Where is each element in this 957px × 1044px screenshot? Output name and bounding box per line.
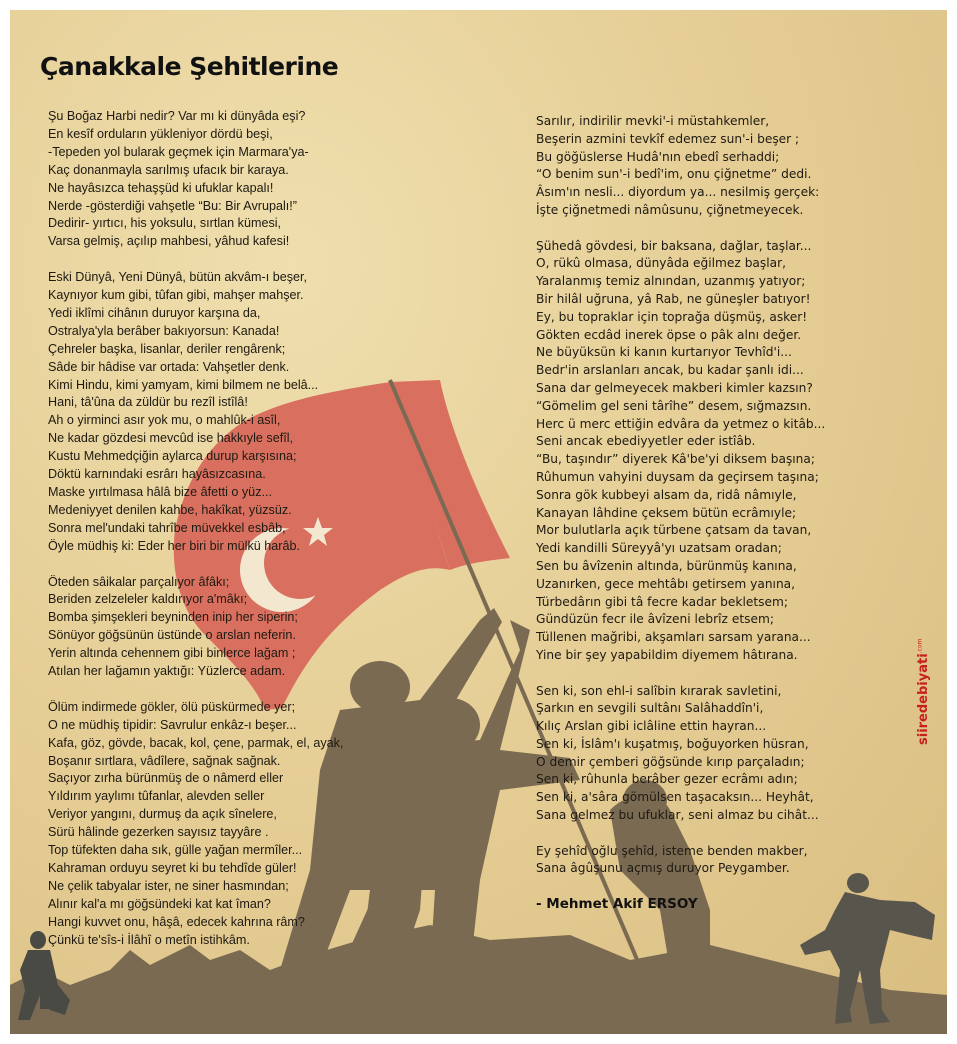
verse-line: Şu Boğaz Harbi nedir? Var mı ki dünyâda eşi?	[48, 109, 306, 123]
verse-line: Bomba şimşekleri beyninden inip her siperin;	[48, 610, 298, 625]
poem-left-column	[48, 108, 378, 967]
verse-line: İşte çiğnetmedi nâmûsunu, çiğnetmeyecek.	[536, 202, 804, 217]
verse-line: Rûhumun vahyini duysam da geçirsem taşına;	[536, 469, 819, 484]
verse-line: Sen ki, rûhunla berâber gezer ecrâmı adın;	[536, 772, 798, 787]
verse-line: “Gömelim gel seni târîhe” desem, sığmazsın.	[536, 398, 812, 413]
verse-line: Tüllenen mağribi, akşamları sarsam yarana...	[536, 630, 811, 645]
verse-line: Yine bir şey yapabildim diyemem hâtırana.	[536, 647, 798, 662]
verse-line: Yedi kandilli Süreyyâ'yı uzatsam oradan;	[536, 541, 782, 556]
verse-line: Seni ancak ebediyyetler eder istîâb.	[536, 434, 756, 449]
verse-line: Alınır kal'a mı göğsündeki kat kat îman?	[48, 896, 271, 911]
verse-line: Kahraman orduyu seyret ki bu tehdîde güler!	[48, 861, 297, 876]
verse-line: Beşerin azmini tevkîf edemez sun'-i beşer ;	[536, 131, 800, 146]
verse-line: Ostralya'yla berâber bakıyorsun: Kanada!	[48, 323, 280, 338]
verse-line: O ne müdhiş tipidir: Savrulur enkâz-ı beşer...	[48, 717, 297, 732]
verse-line: Kaç donanmayla sarılmış ufacık bir karaya.	[48, 162, 289, 177]
verse-line: Sana gelmez bu ufuklar, seni almaz bu cihât...	[536, 808, 819, 823]
verse-line: Çehreler başka, lisanlar, deriler rengârenk;	[48, 341, 286, 356]
verse-line: Yıldırım yaylımı tûfanlar, alevden seller	[48, 789, 265, 804]
poem-title: Çanakkale Şehitlerine	[40, 52, 339, 81]
verse-line: Gündüzün fecr ile âvîzeni lebrîz etsem;	[536, 612, 774, 627]
verse-line: Sâde bir hâdise var ortada: Vahşetler denk.	[48, 359, 290, 374]
verse-line: -Tepeden yol bularak geçmek için Marmara'ya-	[48, 144, 309, 159]
verse-line: En kesîf orduların yükleniyor dördü beşi,	[48, 126, 273, 141]
verse-line: Ne hayâsızca tehaşşüd ki ufuklar kapalı!	[48, 180, 274, 195]
verse-line: Şühedâ gövdesi, bir baksana, dağlar, taşlar...	[536, 238, 812, 253]
verse-line: Dedirir- yırtıcı, his yoksulu, sırtlan kümesi,	[48, 216, 282, 231]
verse-line: Âsım'ın nesli... diyordum ya... nesilmiş gerçek:	[536, 185, 820, 200]
verse-line: O, rükû olmasa, dünyâda eğilmez başlar,	[536, 256, 786, 271]
poem-poster	[10, 10, 947, 1034]
verse-line: Hani, tâ'ûna da züldür bu rezîl istîlâ!	[48, 395, 248, 410]
verse-line: Hangi kuvvet onu, hâşâ, edecek kahrına râm?	[48, 914, 305, 929]
verse-line: O demir çemberi göğsünde kırıp parçaladın;	[536, 754, 805, 769]
stanza	[48, 108, 378, 251]
verse-line: Sen ki, son ehl-i salîbin kırarak savletini,	[536, 683, 782, 698]
verse-line: Top tüfekten daha sık, gülle yağan mermîler...	[48, 843, 303, 858]
verse-line: Sonra gök kubbeyi alsam da, ridâ nâmıyle,	[536, 487, 797, 502]
verse-line: Şarkın en sevgili sultânı Salâhaddîn'i,	[536, 701, 764, 716]
verse-line: Sürü hâlinde gezerken sayısız tayyâre .	[48, 825, 269, 840]
verse-line: Yerin altında cehennem gibi binlerce lağam ;	[48, 646, 296, 661]
verse-line: Sönüyor göğsünün üstünde o arslan neferin.	[48, 628, 296, 643]
verse-line: Kustu Mehmedçiğin aylarca durup karşısına;	[48, 449, 297, 464]
verse-line: Öyle müdhiş ki: Eder her biri bir mülkü harâb.	[48, 538, 300, 553]
verse-line: “O benim sun'-i bedî'im, onu çiğnetme” dedi.	[536, 167, 812, 182]
verse-line: Ah o yirminci asır yok mu, o mahlûk-i asîl,	[48, 413, 281, 428]
verse-line: Sana dar gelmeyecek makberi kimler kazsın?	[536, 380, 813, 395]
verse-line: Sen ki, İslâm'ı kuşatmış, boğuyorken hüsran,	[536, 736, 809, 751]
verse-line: Bir hilâl uğruna, yâ Rab, ne güneşler batıyor!	[536, 291, 811, 306]
stanza	[48, 574, 378, 681]
stanza	[536, 683, 916, 825]
verse-line: Herc ü merc ettiğin edvâra da yetmez o kitâb...	[536, 416, 826, 431]
verse-line: Boşanır sırtlara, vâdîlere, sağnak sağnak.	[48, 753, 281, 768]
stanza	[48, 699, 378, 950]
stanza	[536, 238, 916, 665]
verse-line: Yaralanmış temiz alnından, uzanmış yatıyor;	[536, 274, 806, 289]
verse-line: Ne çelik tabyalar ister, ne siner hasmından;	[48, 878, 289, 893]
site-watermark	[916, 639, 931, 745]
verse-line: Kılıç Arslan gibi iclâline ettin hayran...	[536, 719, 767, 734]
verse-line: Beriden zelzeleler kaldırıyor a'mâkı;	[48, 592, 248, 607]
verse-line: Döktü karnındaki esrârı hayâsızcasına.	[48, 467, 266, 482]
verse-line: Veriyor yangını, durmuş da açık sînelere,	[48, 807, 277, 822]
verse-line: Ne büyüksün ki kanın kurtarıyor Tevhîd'i...	[536, 345, 792, 360]
verse-line: Saçıyor zırha bürünmüş de o nâmerd eller	[48, 771, 284, 786]
verse-line: Ölüm indirmede gökler, ölü püskürmede yer;	[48, 699, 296, 714]
stanza	[536, 843, 916, 879]
verse-line: Maske yırtılmasa hâlâ bize âfetti o yüz...	[48, 485, 272, 500]
verse-line: Nerde -gösterdiği vahşetle “Bu: Bir Avrupalı!”	[48, 198, 297, 213]
verse-line: Atılan her lağamın yaktığı: Yüzlerce adam.	[48, 664, 286, 679]
verse-line: Öteden sâikalar parçalıyor âfâkı;	[48, 574, 230, 589]
verse-line: Uzanırken, gece mehtâbı getirsem yanına,	[536, 576, 796, 591]
verse-line: Çünkü te'sîs-i İlâhî o metîn istihkâm.	[48, 932, 250, 947]
verse-line: Türbedârın gibi tâ fecre kadar bekletsem;	[536, 594, 788, 609]
stanza	[536, 113, 916, 220]
verse-line: Sen ki, a'sâra gömülsen taşacaksın... Heyhât,	[536, 790, 814, 805]
verse-line: Mor bulutlarla açık türbene çatsam da tavan,	[536, 523, 812, 538]
verse-line: “Bu, taşındır” diyerek Kâ'be'yi diksem başına;	[536, 452, 815, 467]
verse-line: Sana âgûşunu açmış duruyor Peygamber.	[536, 861, 790, 876]
verse-line: Bu göğüslerse Hudâ'nın ebedî serhaddi;	[536, 149, 780, 164]
verse-line: Medeniyyet denilen kahbe, hakîkat, yüzsüz.	[48, 502, 292, 517]
poem-author: - Mehmet Akif ERSOY	[536, 896, 698, 913]
poem-right-column	[536, 113, 916, 914]
verse-line: Sarılır, indirilir mevki'-i müstahkemler,	[536, 114, 770, 128]
verse-line: Ey, bu topraklar için toprağa düşmüş, asker!	[536, 309, 808, 324]
verse-line: Kimi Hindu, kimi yamyam, kimi bilmem ne belâ...	[48, 377, 319, 392]
watermark-name: siiredebiyati	[916, 653, 931, 745]
watermark-tld: .com	[916, 638, 924, 654]
verse-line: Bedr'in arslanları ancak, bu kadar şanlı idi...	[536, 363, 804, 378]
verse-line: Gökten ecdâd inerek öpse o pâk alnı değer.	[536, 327, 802, 342]
verse-line: Ey şehîd oğlu şehîd, isteme benden makber,	[536, 843, 808, 858]
verse-line: Varsa gelmiş, açılıp mahbesi, yâhud kafesi!	[48, 234, 290, 249]
verse-line: Kafa, göz, gövde, bacak, kol, çene, parmak, el, ayak,	[48, 735, 344, 750]
verse-line: Kaynıyor kum gibi, tûfan gibi, mahşer mahşer.	[48, 288, 304, 303]
verse-line: Kanayan lâhdine çeksem bütün ecrâmıyle;	[536, 505, 797, 520]
verse-line: Ne kadar gözdesi mevcûd ise hakkıyle sefîl,	[48, 431, 293, 446]
verse-line: Yedi iklîmi cihânın duruyor karşına da,	[48, 305, 261, 320]
verse-line: Sen bu âvîzenin altında, bürünmüş kanına,	[536, 558, 797, 573]
verse-line: Sonra mel'undaki tahrîbe müvekkel esbâb,	[48, 520, 286, 535]
verse-line: Eski Dünyâ, Yeni Dünyâ, bütün akvâm-ı beşer,	[48, 270, 308, 285]
stanza	[48, 269, 378, 556]
